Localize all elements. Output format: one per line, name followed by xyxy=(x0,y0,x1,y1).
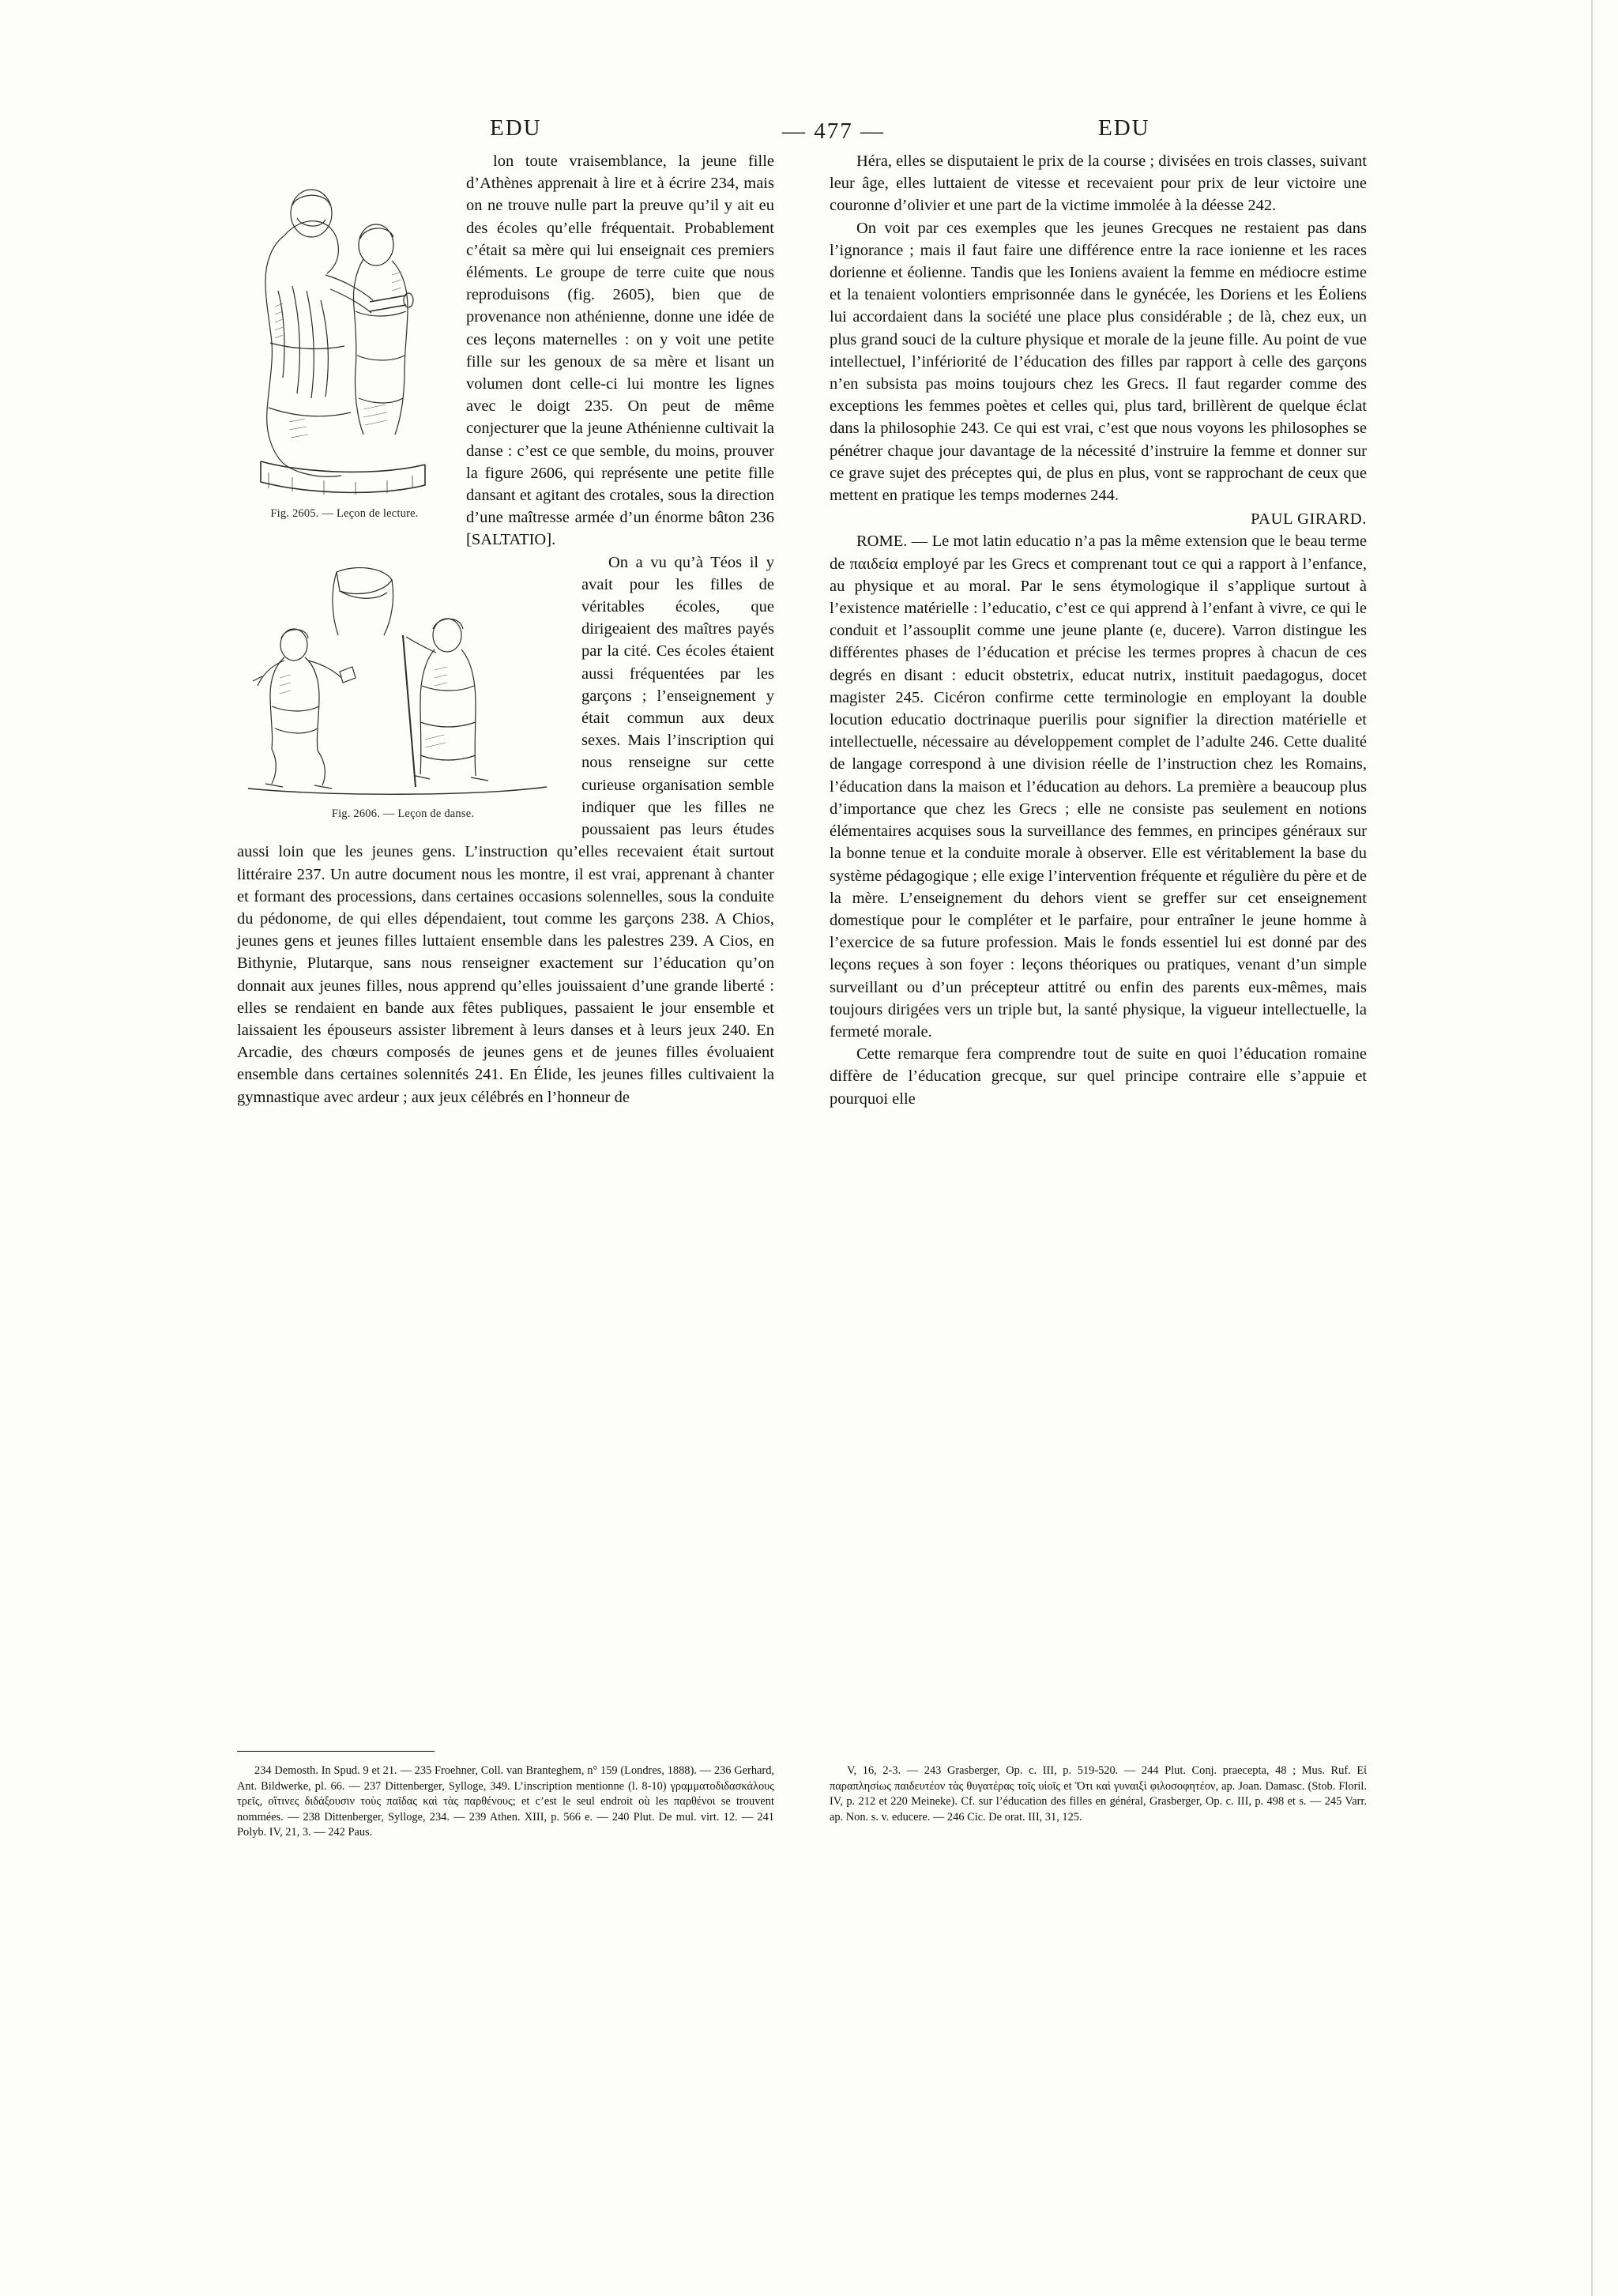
paragraph-right-4: Cette remarque fera comprendre tout de suite en quoi l’éducation romaine diffère de l’éducation grecque, sur quel principe contraire elle s’appuie et pourquoi elle xyxy=(830,1045,1367,1108)
paragraph-left-2: On a vu qu’à Téos il y avait pour les filles de véritables écoles, que dirigeaient des maîtres payés par la cité. Ces écoles étaient aussi fréquentées par les garçons ; l’enseignement y était commun aux deux sexes. Mais l’inscription qui nous renseigne sur cette curieuse organisation semble indiquer que les filles ne poussaient pas leurs études aussi loin que les jeunes gens. L’instruction qu’elles recevaient était surtout littéraire 237. Un autre document nous les montre, il est vrai, apprenant à chanter et formant des processions, dans certaines occasions solennelles, sous la conduite du pédonome, de qui elles dépendaient, tout comme les garçons 238. A Chios, jeunes gens et jeunes filles luttaient ensemble dans les palestres 239. A Cios, en Bithynie, Plutarque, sans nous renseigner exactement sur l’éducation qu’on donnait aux jeunes filles, nous apprend qu’elles jouissaient d’une grande liberté : elles se rendaient en bande aux fêtes publiques, passaient le jour ensemble et laissaient les épouseurs assister librement à leurs danses et à leurs jeux 240. En Arcadie, des chœurs composés de jeunes gens et de jeunes filles évoluaient ensemble dans certaines solennités 241. En Élide, les jeunes filles cultivaient la gymnastique avec ardeur ; aux jeux célébrés en l’honneur de xyxy=(237,553,774,1106)
paragraph-right-3: ROME. — Le mot latin educatio n’a pas la même extension que le beau terme de παιδεία employé par les Grecs et comprenant tout ce qui a rapport à l’enfance, au physique et au moral. Par le sens étymologique il s’applique surtout à l’existence matérielle : l’educatio, c’est ce qui apprend à l’enfant à vivre, ce qui le conduit et l’assouplit comme une jeune plante (e, ducere). Varron distingue les différentes phases de l’éducation et précise les termes propres à chacun de ces degrés en disant : educit obstetrix, educat nutrix, instituit paedagogus, docet magister 245. Cicéron confirme cette terminologie en employant la double locution educatio doctrinaque puerilis pour signifier la direction matérielle et intellectuelle, nécessaire au développement complet de l’adulte 246. Cette dualité de langage correspond à une division réelle de l’instruction chez les Romains, l’éducation dans la maison et l’éducation au dehors. La première a beaucoup plus d’importance que chez les Grecs ; elle ne consiste pas seulement en notions élémentaires acquises sous la surveillance des femmes, en principes généraux sur la bonne tenue et la conduite morale à observer. Elle est véritablement la base du système pédagogique ; elle exige l’intervention fréquente et régulière du père et de la mère. L’enseignement du dehors vient se greffer sur cet enseignement domestique pour le compléter et le parfaire, pour entraîner le jeune homme à l’exercice de sa future profession. Mais le fonds essentiel lui est donné par des leçons reçues à son foyer : leçons théoriques ou pratiques, venant d’un simple surveillant ou d’un précepteur attitré ou enfin des parents eux-mêmes, mais toujours dirigées vers un triple but, la santé physique, la vigueur intellectuelle, la fermeté morale. xyxy=(830,533,1367,1041)
figure-2606-caption: Fig. 2606. — Leçon de danse. xyxy=(331,807,475,820)
figure-2605-caption: Fig. 2605. — Leçon de lecture. xyxy=(270,507,419,520)
figure-2606 xyxy=(237,559,569,825)
figure-2605-artwork xyxy=(237,156,452,496)
figure-2605 xyxy=(237,156,452,525)
footnote-text-right: V, 16, 2-3. — 243 Grasberger, Op. c. III, p. 519-520. — 244 Plut. Conj. praecepta, 48 ; Mus. Ruf. Εἰ παραπλησίως παιδευτέον τὰς θυγατέρας τοῖς υἱοῖς et Ὅτι καὶ γυναιξὶ φιλοσοφητέον, ap. Joan. Damasc. (Stob. Floril. IV, p. 212 et 220 Meineke). Cf. sur l’éducation des filles en général, Grasberger, Op. c. III, p. 498 et s. — 245 Varr. ap. Non. s. v. educere. — 246 Cic. De orat. III, 31, 125. xyxy=(830,1764,1367,1824)
footnote-text-left: 234 Demosth. In Spud. 9 et 21. — 235 Froehner, Coll. van Branteghem, n° 159 (Londres, 1888). — 236 Gerhard, Ant. Bildwerke, pl. 66. — 237 Dittenberger, Sylloge, 349. L’inscription mentionne (l. 8-10) γραμματοδιδασκάλους τρεῖς, οἵτινες διδάξουσιν τοὺς παῖδας καὶ τὰς παρθένους; et c’est le seul endroit où les παρθένοι se trouvent nommées. — 238 Dittenberger, Sylloge, 234. — 239 Athen. XIII, p. 566 e. — 240 Plut. De mul. virt. 12. — 241 Polyb. IV, 21, 3. — 242 Paus. xyxy=(237,1764,774,1839)
column-left xyxy=(237,150,774,1108)
paragraph-right-1: Héra, elles se disputaient le prix de la course ; divisées en trois classes, suivant leur âge, elles luttaient de vitesse et recevaient pour prix de leur victoire une couronne d’olivier et une part de la victime immolée à la déesse 242. xyxy=(830,152,1367,215)
footnote-column-left xyxy=(237,1763,774,1841)
running-head xyxy=(237,95,1367,150)
article-signature: PAUL GIRARD. xyxy=(1251,510,1367,529)
running-head-left: EDU xyxy=(490,115,542,141)
footnote-column-right xyxy=(830,1763,1367,1825)
page-number: — 477 — xyxy=(782,119,885,144)
figure-2606-artwork xyxy=(237,559,569,796)
paragraph-left-1: lon toute vraisemblance, la jeune fille d’Athènes apprenait à lire et à écrire 234, mais on ne trouve nulle part la preuve qu’il y ait eu des écoles qu’elle fréquentait. Probablement c’était sa mère qui lui enseignait ces premiers éléments. Le groupe de terre cuite que nous reproduisons (fig. 2605), bien que de provenance non athénienne, donne une idée de ces leçons maternelles : on y voit une petite fille sur les genoux de sa mère et lisant un volumen dont celle-ci lui montre les lignes avec le doigt 235. On peut de même conjecturer que la jeune Athénienne cultivait la danse : c’est ce que semble, du moins, prouver la figure 2606, qui représente une petite fille dansant et agitant des crotales, sous la direction d’une maîtresse armée d’un énorme bâton 236 [SALTATIO]. xyxy=(466,152,774,549)
footnote-rule xyxy=(237,1751,435,1752)
scan-edge-line xyxy=(1591,0,1593,2296)
column-right xyxy=(830,150,1367,1110)
paragraph-right-2: On voit par ces exemples que les jeunes Grecques ne restaient pas dans l’ignorance ; mais il faut faire une différence entre la race ionienne et les races dorienne et éolienne. Tandis que les Ioniens avaient la femme en médiocre estime et la tenaient volontiers emprisonnée dans le gynécée, les Doriens et les Éoliens lui accordaient dans la société une place plus considérable ; de là, chez eux, un plus grand souci de la culture physique et morale de la jeune fille. Au point de vue intellectuel, l’infériorité de l’éducation des filles par rapport à celle des garçons n’en subsista pas moins toujours chez les Grecs. Il faut regarder comme des exceptions les femmes poètes et celles qui, plus tard, brillèrent de quelque éclat dans la philosophie 243. Ce qui est vrai, c’est que nous voyons les philosophes se pénétrer chaque jour davantage de la nécessité d’instruire la femme et donner sur ce grave sujet des préceptes qui, de plus en plus, vont se rapprochant de ceux que mettent en pratique les temps modernes 244. xyxy=(830,219,1367,505)
running-head-right: EDU xyxy=(1098,115,1150,141)
